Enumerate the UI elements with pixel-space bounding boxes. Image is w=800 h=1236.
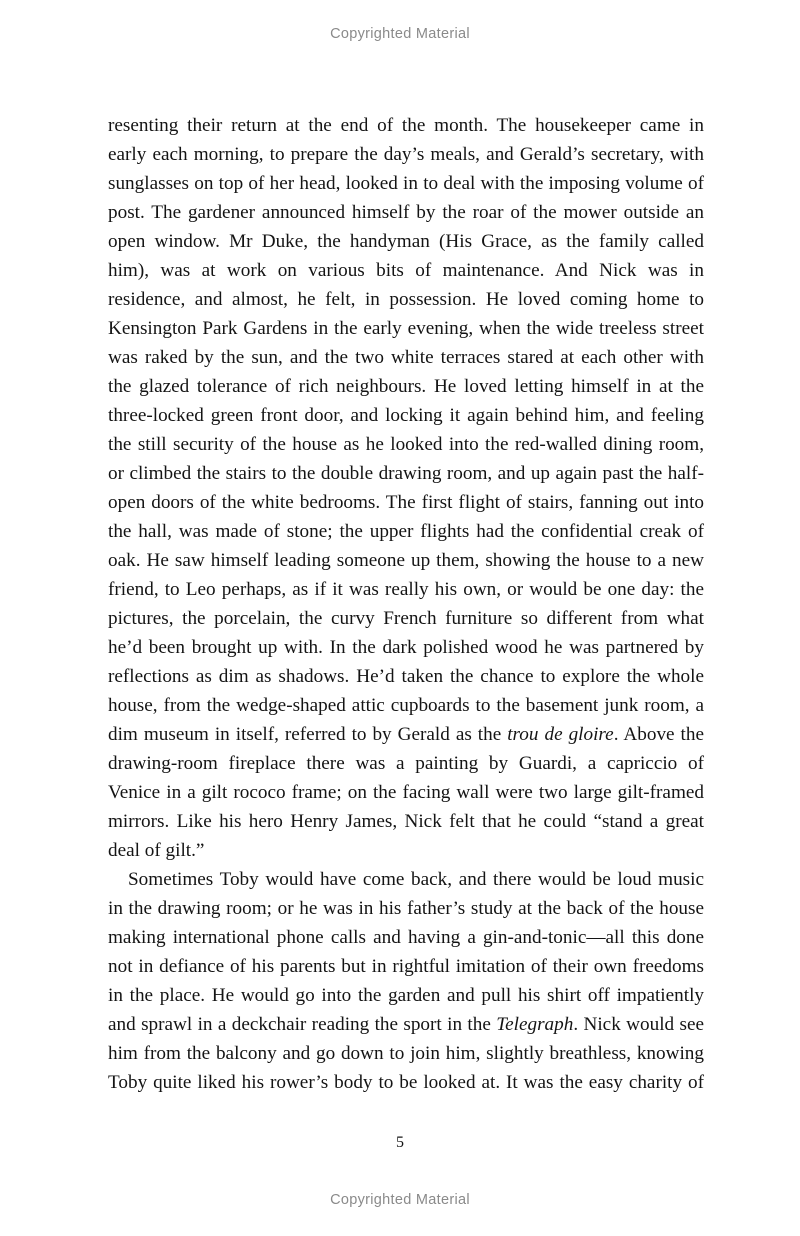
copyright-watermark-top: Copyrighted Material	[330, 26, 470, 42]
italic-phrase: Telegraph	[496, 1014, 574, 1035]
text-line: friend, to Leo perhaps, as if it was really his own, or would be one day: the	[108, 579, 704, 600]
paragraph-2	[108, 865, 704, 1097]
text-line: Toby quite liked his rower’s body to be looked at. It was the easy charity of	[108, 1072, 704, 1093]
text-line: oak. He saw himself leading someone up them, showing the house to a new	[108, 550, 704, 571]
text-line: he’d been brought up with. In the dark polished wood he was partnered by	[108, 637, 704, 658]
text-line: and sprawl in a deckchair reading the sport in the Telegraph. Nick would see	[108, 1014, 704, 1035]
copyright-watermark-bottom: Copyrighted Material	[330, 1192, 470, 1208]
text-line: mirrors. Like his hero Henry James, Nick felt that he could “stand a great	[108, 811, 704, 832]
text-line: dim museum in itself, referred to by Gerald as the trou de gloire. Above the	[108, 724, 704, 745]
text-line: him), was at work on various bits of maintenance. And Nick was in	[108, 260, 704, 281]
text-line: sunglasses on top of her head, looked in to deal with the imposing volume of	[108, 173, 704, 194]
text-line: resenting their return at the end of the month. The housekeeper came in	[108, 115, 704, 136]
text-line: or climbed the stairs to the double drawing room, and up again past the half-	[108, 463, 704, 484]
text-line: making international phone calls and having a gin-and-tonic—all this done	[108, 927, 704, 948]
text-line: deal of gilt.”	[108, 840, 205, 861]
text-line: the still security of the house as he looked into the red-walled dining room,	[108, 434, 704, 455]
text-line: residence, and almost, he felt, in possession. He loved coming home to	[108, 289, 704, 310]
text-line: pictures, the porcelain, the curvy French furniture so different from what	[108, 608, 704, 629]
text-line: post. The gardener announced himself by the roar of the mower outside an	[108, 202, 704, 223]
text-line: open doors of the white bedrooms. The first flight of stairs, fanning out into	[108, 492, 704, 513]
text-line: Venice in a gilt rococo frame; on the facing wall were two large gilt-framed	[108, 782, 704, 803]
paragraph-1	[108, 111, 704, 865]
text-line: the glazed tolerance of rich neighbours. He loved letting himself in at the	[108, 376, 704, 397]
italic-phrase: trou de gloire	[507, 724, 614, 745]
text-line: reflections as dim as shadows. He’d taken the chance to explore the whole	[108, 666, 704, 687]
text-line: the hall, was made of stone; the upper flights had the confidential creak of	[108, 521, 704, 542]
page-body	[108, 111, 704, 1097]
text-line: open window. Mr Duke, the handyman (His Grace, as the family called	[108, 231, 704, 252]
text-line: house, from the wedge-shaped attic cupboards to the basement junk room, a	[108, 695, 704, 716]
text-line: early each morning, to prepare the day’s meals, and Gerald’s secretary, with	[108, 144, 704, 165]
text-line: him from the balcony and go down to join him, slightly breathless, knowing	[108, 1043, 704, 1064]
text-line: drawing-room fireplace there was a painting by Guardi, a capriccio of	[108, 753, 704, 774]
page-number: 5	[396, 1134, 404, 1151]
text-line: not in defiance of his parents but in rightful imitation of their own freedoms	[108, 956, 704, 977]
text-line: three-locked green front door, and locking it again behind him, and feeling	[108, 405, 704, 426]
text-line: Sometimes Toby would have come back, and there would be loud music	[128, 869, 704, 890]
text-line: in the drawing room; or he was in his father’s study at the back of the house	[108, 898, 704, 919]
text-line: Kensington Park Gardens in the early evening, when the wide treeless street	[108, 318, 704, 339]
text-line: was raked by the sun, and the two white terraces stared at each other with	[108, 347, 704, 368]
text-line: in the place. He would go into the garden and pull his shirt off impatiently	[108, 985, 704, 1006]
